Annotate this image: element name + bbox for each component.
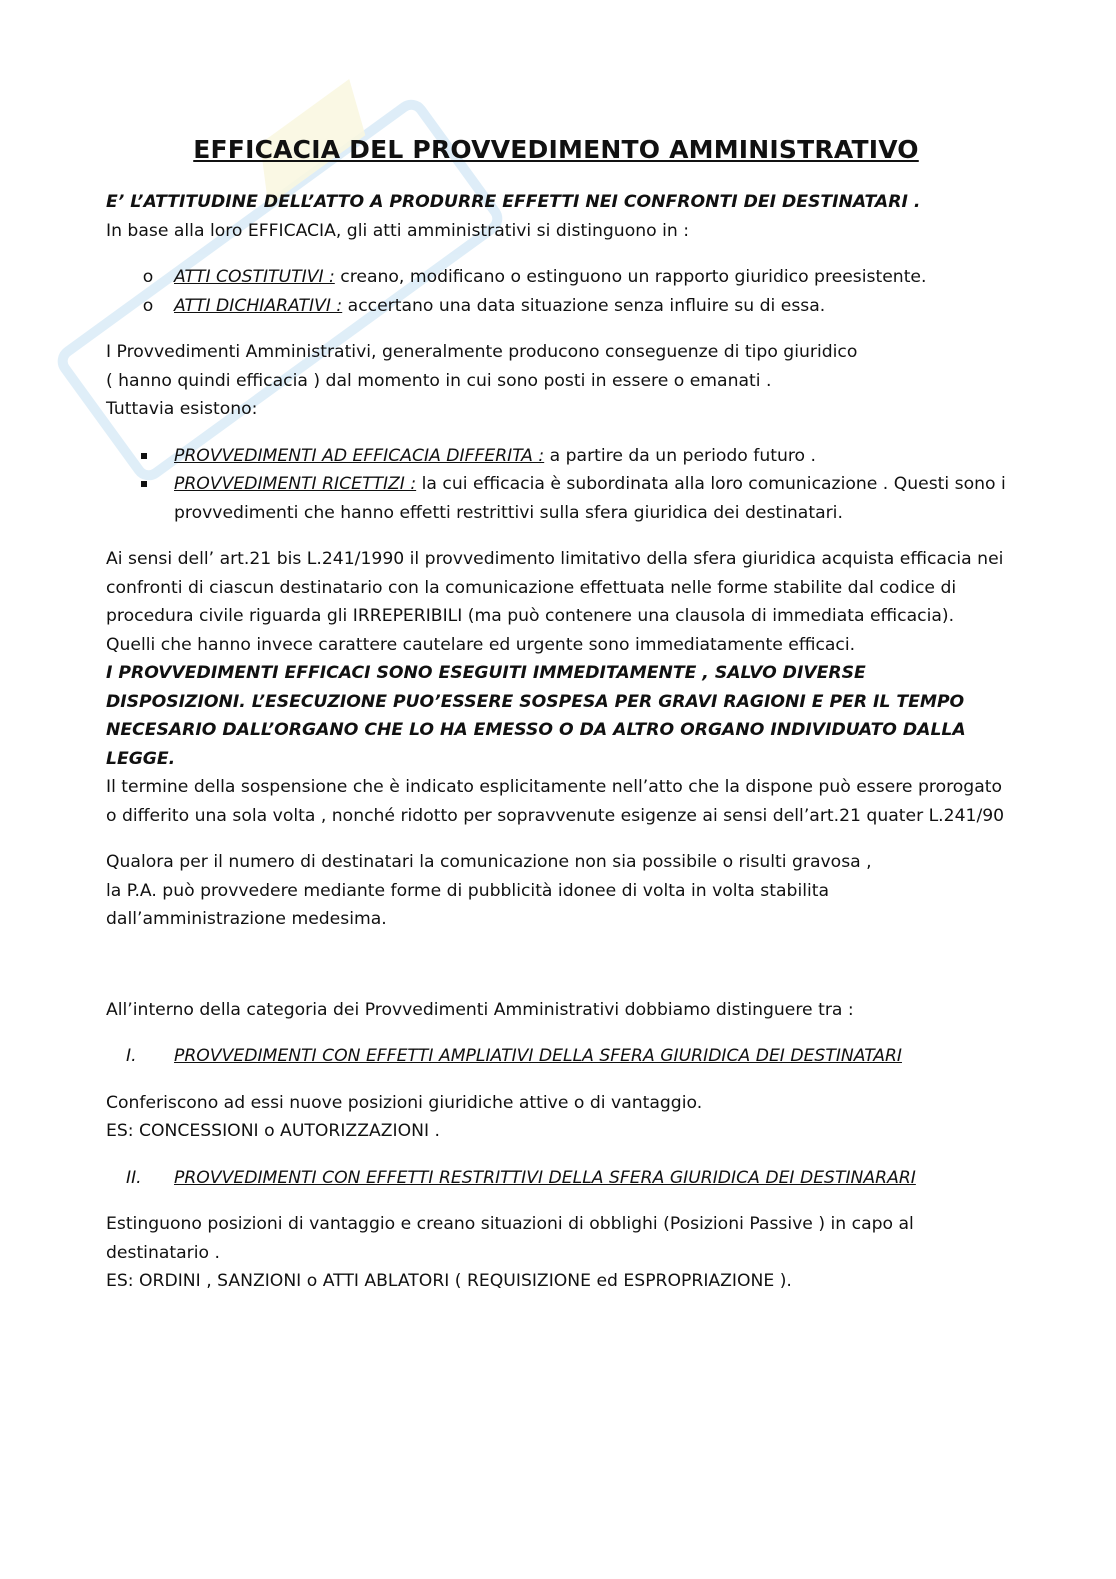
art21bis-paragraph: Ai sensi dell’ art.21 bis L.241/1990 il provvedimento limitativo della sfera giuridica acquista efficacia nei confronti di ciascun destinatario con la comunicazione effettuata nelle forme stabilite dal codice di procedura civile riguarda gli IRREPERIBILI (ma può contenere una clausola di immediata efficacia).: [106, 549, 1004, 626]
list-item: [106, 470, 1006, 527]
provvedimenti-list: [106, 442, 1006, 528]
section-heading: PROVVEDIMENTI CON EFFETTI AMPLIATIVI DELLA SFERA GIURIDICA DEI DESTINATARI: [174, 1046, 902, 1066]
section2-line: Estinguono posizioni di vantaggio e creano situazioni di obblighi (Posizioni Passive ) in capo al destinatario .: [106, 1214, 914, 1263]
roman-numeral: I.: [126, 1046, 137, 1066]
execution-paragraph: I PROVVEDIMENTI EFFICACI SONO ESEGUITI IMMEDITAMENTE , SALVO DIVERSE DISPOSIZIONI. L’ESECUZIONE PUO’ESSERE SOSPESA PER GRAVI RAGIONI E PER IL TEMPO NECESARIO DALL’ORGANO CHE LO HA EMESSO O DA ALTRO ORGANO INDIVIDUATO DALLA LEGGE.: [106, 663, 966, 769]
categoria-paragraph: All’interno della categoria dei Provvedimenti Amministrativi dobbiamo distinguere tra :: [106, 999, 854, 1020]
atti-term: ATTI COSTITUTIVI :: [174, 267, 335, 287]
list-item: [106, 263, 1006, 292]
atti-term: ATTI DICHIARATIVI :: [174, 295, 343, 316]
provv-text: a partire da un periodo futuro .: [544, 445, 816, 466]
section-heading: PROVVEDIMENTI CON EFFETTI RESTRITTIVI DELLA SFERA GIURIDICA DEI DESTINARARI: [174, 1167, 916, 1188]
definition: E’ L’ATTITUDINE DELL’ATTO A PRODURRE EFFETTI NEI CONFRONTI DEI DESTINATARI .: [106, 192, 921, 212]
atti-text: creano, modificano o estinguono un rapporto giuridico preesistente.: [334, 267, 927, 287]
document-page: [106, 130, 1006, 1296]
list-item: [106, 292, 1006, 321]
roman-numeral: II.: [126, 1167, 142, 1188]
qualora-line: la P.A. può provvedere mediante forme di pubblicità idonee di volta in volta stabilita: [106, 880, 830, 901]
circle-bullet-icon: o: [142, 295, 154, 316]
square-bullet-icon: [141, 481, 147, 487]
general-line: Tuttavia esistono:: [106, 399, 258, 419]
general-line: ( hanno quindi efficacia ) dal momento in cui sono posti in essere o emanati .: [106, 370, 772, 391]
termine-paragraph: Il termine della sospensione che è indicato esplicitamente nell’atto che la dispone può essere prorogato o differito una sola volta , nonché ridotto per sopravvenute esigenze ai sensi dell’art.21 quater L.241/90: [106, 777, 1005, 826]
intro-classification: In base alla loro EFFICACIA, gli atti amministrativi si distinguono in :: [106, 220, 690, 241]
page-title: EFFICACIA DEL PROVVEDIMENTO AMMINISTRATIVO: [193, 135, 919, 164]
provv-text: la cui efficacia è subordinata alla loro comunicazione . Questi sono i provvedimenti che hanno effetti restrittivi sulla sfera giuridica dei destinatari.: [174, 474, 1006, 523]
qualora-line: dall’amministrazione medesima.: [106, 909, 387, 929]
section2-heading: [106, 1164, 1006, 1193]
provv-term: PROVVEDIMENTI AD EFFICACIA DIFFERITA :: [174, 445, 545, 466]
atti-list: [106, 263, 1006, 320]
section1-line: Conferiscono ad essi nuove posizioni giuridiche attive o di vantaggio.: [106, 1092, 703, 1113]
atti-text: accertano una data situazione senza influire su di essa.: [342, 295, 826, 316]
square-bullet-icon: [141, 453, 147, 459]
general-line: I Provvedimenti Amministrativi, generalmente producono conseguenze di tipo giuridico: [106, 342, 858, 362]
qualora-line: Qualora per il numero di destinatari la comunicazione non sia possibile o risulti gravosa ,: [106, 852, 872, 872]
circle-bullet-icon: o: [142, 267, 154, 287]
section1-heading: [106, 1042, 1006, 1071]
list-item: [106, 442, 1006, 471]
section1-line: ES: CONCESSIONI o AUTORIZZAZIONI .: [106, 1121, 440, 1141]
provv-term: PROVVEDIMENTI RICETTIZI :: [174, 474, 417, 494]
cautelare-paragraph: Quelli che hanno invece carattere cautelare ed urgente sono immediatamente efficaci.: [106, 634, 856, 655]
section2-line: ES: ORDINI , SANZIONI o ATTI ABLATORI ( REQUISIZIONE ed ESPROPRIAZIONE ).: [106, 1271, 792, 1291]
